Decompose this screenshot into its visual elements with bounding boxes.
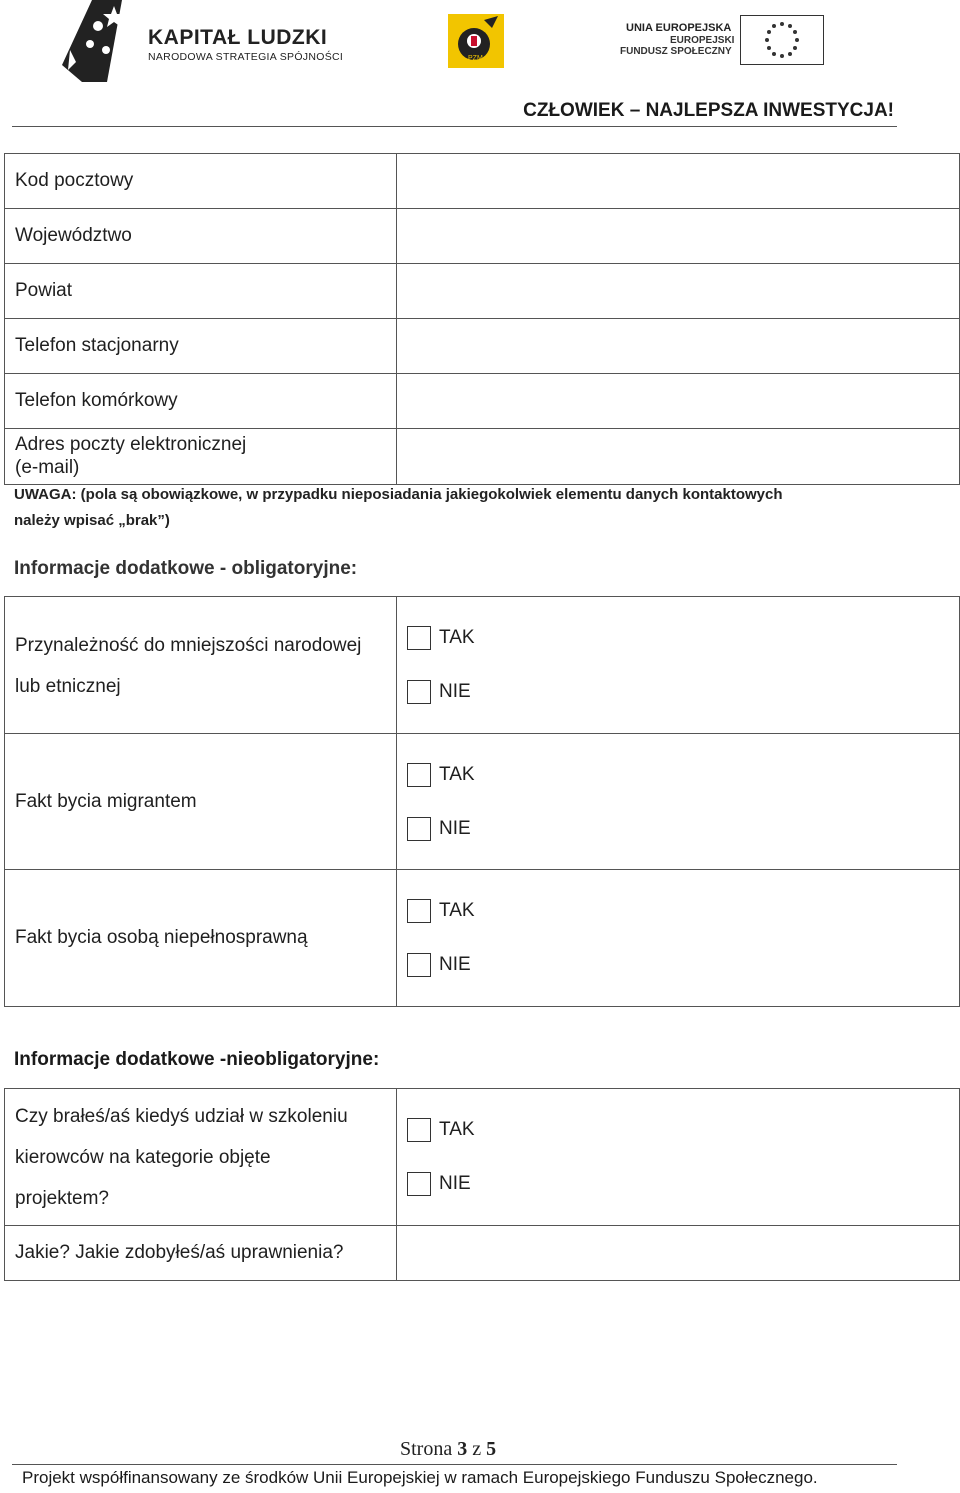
section-title-optional: Informacje dodatkowe -nieobligatoryjne: <box>14 1049 380 1070</box>
footer-text: Projekt współfinansowany ze środków Unii Europejskiej w ramach Europejskiego Funduszu Społecznego. <box>22 1468 818 1487</box>
table-row <box>5 319 960 374</box>
label-cell: Województwo <box>5 209 397 264</box>
option-label: TAK <box>439 763 475 785</box>
email-label-line2: (e-mail) <box>15 456 80 478</box>
section-title-obligatory: Informacje dodatkowe - obligatoryjne: <box>14 558 358 579</box>
option-label: TAK <box>439 1119 475 1140</box>
label-cell: Jakie? Jakie zdobyłeś/aś uprawnienia? <box>5 1226 397 1281</box>
label-cell: Fakt bycia migrantem <box>5 734 397 870</box>
q1-line2: kierowców na kategorie objęte <box>15 1146 271 1168</box>
option-no[interactable] <box>407 938 949 992</box>
contact-table <box>4 153 960 485</box>
note-line1: UWAGA: (pola są obowiązkowe, w przypadku nieposiadania jakiegokolwiek elementu danych kontaktowych <box>14 486 783 503</box>
option-yes[interactable] <box>407 884 949 938</box>
ue-line1: UNIA EUROPEJSKA <box>626 22 732 34</box>
option-no[interactable] <box>407 665 949 719</box>
option-label: TAK <box>439 900 475 921</box>
checkbox[interactable] <box>407 1172 431 1196</box>
pzm-logo <box>448 14 504 68</box>
label-cell: Kod pocztowy <box>5 154 397 209</box>
checkbox[interactable] <box>407 1118 431 1142</box>
note-line2: należy wpisać „brak”) <box>14 512 170 529</box>
email-label-line1: Adres poczty elektronicznej <box>15 433 247 455</box>
minority-label-line2: lub etnicznej <box>15 676 121 697</box>
table-row <box>5 597 960 734</box>
option-label: NIE <box>439 954 471 975</box>
postal-code-field[interactable] <box>397 154 960 209</box>
table-row <box>5 1089 960 1226</box>
ue-line2: EUROPEJSKI <box>670 35 735 46</box>
label-cell: Telefon stacjonarny <box>5 319 397 374</box>
page-sep: z <box>472 1438 482 1460</box>
table-row <box>5 154 960 209</box>
voivodeship-field[interactable] <box>397 209 960 264</box>
checkbox[interactable] <box>407 953 431 977</box>
label-cell <box>5 429 397 485</box>
label-cell: Powiat <box>5 264 397 319</box>
q1-line1: Czy brałeś/aś kiedyś udział w szkoleniu <box>15 1105 348 1127</box>
kapital-ludzki-title: KAPITAŁ LUDZKI <box>148 26 328 49</box>
option-label: NIE <box>439 681 471 702</box>
option-no[interactable] <box>407 802 949 856</box>
checkbox[interactable] <box>407 626 431 650</box>
pzm-logo-text: PZM <box>468 55 483 62</box>
table-row <box>5 374 960 429</box>
checkbox[interactable] <box>407 817 431 841</box>
table-row <box>5 264 960 319</box>
label-cell <box>5 597 397 734</box>
table-row <box>5 429 960 485</box>
landline-field[interactable] <box>397 319 960 374</box>
footer-divider <box>12 1464 897 1465</box>
district-field[interactable] <box>397 264 960 319</box>
eu-flag-icon <box>740 15 824 65</box>
q1-line3: projektem? <box>15 1187 109 1209</box>
option-label: NIE <box>439 817 471 839</box>
options-cell <box>397 734 960 870</box>
table-row <box>5 1226 960 1281</box>
option-label: TAK <box>439 627 475 648</box>
obligatory-table <box>4 596 960 1007</box>
page-current: 3 <box>457 1438 468 1460</box>
page-number <box>400 1438 496 1461</box>
options-cell <box>397 1089 960 1226</box>
option-yes[interactable] <box>407 611 949 665</box>
option-yes[interactable] <box>407 748 949 802</box>
label-cell: Fakt bycia osobą niepełnosprawną <box>5 870 397 1007</box>
checkbox[interactable] <box>407 763 431 787</box>
page-total: 5 <box>486 1438 497 1460</box>
label-cell: Telefon komórkowy <box>5 374 397 429</box>
checkbox[interactable] <box>407 680 431 704</box>
option-no[interactable] <box>407 1157 949 1211</box>
licenses-field[interactable] <box>397 1226 960 1281</box>
option-yes[interactable] <box>407 1103 949 1157</box>
mobile-field[interactable] <box>397 374 960 429</box>
header-divider <box>12 126 897 127</box>
table-row <box>5 209 960 264</box>
email-field[interactable] <box>397 429 960 485</box>
minority-label-line1: Przynależność do mniejszości narodowej <box>15 635 362 656</box>
table-row <box>5 870 960 1007</box>
options-cell <box>397 870 960 1007</box>
kapital-ludzki-subtitle: NARODOWA STRATEGIA SPÓJNOŚCI <box>148 51 344 63</box>
page-prefix: Strona <box>400 1438 453 1460</box>
slogan: CZŁOWIEK – NAJLEPSZA INWESTYCJA! <box>523 100 894 121</box>
options-cell <box>397 597 960 734</box>
ue-line3: FUNDUSZ SPOŁECZNY <box>620 46 732 57</box>
table-row <box>5 734 960 870</box>
label-cell <box>5 1089 397 1226</box>
option-label: NIE <box>439 1173 471 1194</box>
optional-table <box>4 1088 960 1281</box>
checkbox[interactable] <box>407 899 431 923</box>
